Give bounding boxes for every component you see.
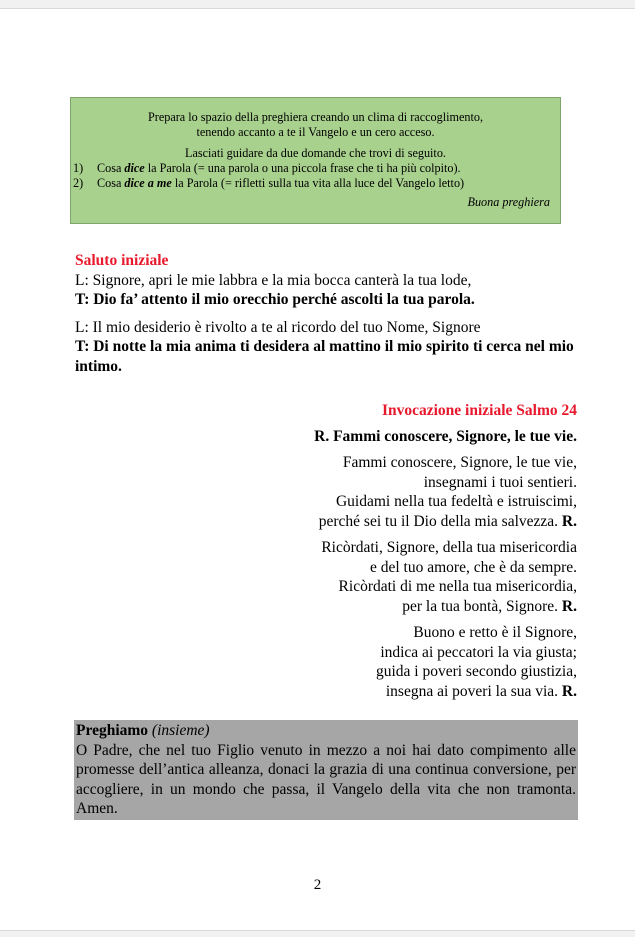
prayer-subtitle: (insieme) (151, 722, 210, 739)
question-text: la Parola (= rifletti sulla tua vita alla luce del Vangelo letto) (171, 176, 465, 190)
section-heading: Saluto iniziale (75, 252, 169, 269)
intro-line: Lasciati guidare da due domande che trovi di seguito. (185, 146, 446, 160)
psalm-verse: Buono e retto è il Signore, (413, 624, 577, 641)
page-number: 2 (313, 877, 322, 893)
saluto-section (75, 251, 578, 376)
intro-box (70, 97, 561, 224)
intro-question-list (71, 161, 560, 191)
intro-question-item (73, 161, 560, 176)
prayer-text: O Padre, che nel tuo Figlio venuto in mezzo a noi hai dato compimento alle promesse dell’antica alleanza, donaci la grazia di una continua conversione, per accogliere, in un mondo che passa, il Vangelo della vita che non tramonta. Amen. (76, 741, 576, 817)
question-text: la Parola (= una parola o una piccola frase che ti ha più colpito). (144, 161, 461, 175)
psalm-verse: Ricòrdati, Signore, della tua misericordia (321, 539, 577, 556)
page-bottom-edge (0, 930, 635, 937)
all-response: T: Di notte la mia anima ti desidera al mattino il mio spirito ti cerca nel mio intimo. (75, 338, 574, 375)
psalm-stanza (240, 453, 577, 531)
list-number: 1) (73, 161, 84, 175)
psalm-stanza (240, 623, 577, 701)
list-number: 2) (73, 176, 84, 190)
psalm-stanza (240, 538, 577, 616)
page-top-edge (0, 0, 635, 9)
intro-closing: Buona preghiera (467, 195, 550, 209)
question-emphasis: dice a me (124, 176, 172, 190)
response-mark: R. (561, 512, 577, 530)
psalm-verse: Fammi conoscere, Signore, le tue vie, (342, 454, 577, 471)
psalm-verse: perché sei tu il Dio della mia salvezza. R. (318, 512, 577, 530)
intro-line: tenendo accanto a te il Vangelo e un cero acceso. (196, 125, 435, 139)
question-emphasis: dice (124, 161, 145, 175)
leader-line: L: Il mio desiderio è rivolto a te al ricordo del tuo Nome, Signore (75, 318, 481, 336)
salmo-section (240, 401, 577, 701)
psalm-verse: Ricòrdati di me nella tua misericordia, (338, 578, 577, 595)
prayer-box (74, 720, 578, 820)
psalm-verse: Guidami nella tua fedeltà e istruiscimi, (335, 493, 577, 510)
intro-question-item (73, 176, 560, 191)
intro-line: Prepara lo spazio della preghiera creando un clima di raccoglimento, (147, 110, 483, 124)
response-mark: R. (561, 597, 577, 615)
psalm-verse: insegnami i tuoi sentieri. (423, 473, 577, 491)
psalm-refrain: R. Fammi conoscere, Signore, le tue vie. (314, 427, 577, 445)
question-text: Cosa (97, 161, 125, 175)
leader-line: L: Signore, apri le mie labbra e la mia bocca canterà la tua lode, (75, 271, 472, 289)
prayer-title: Preghiamo (insieme) (76, 722, 210, 739)
question-text: Cosa (97, 176, 125, 190)
response-mark: R. (561, 682, 577, 700)
psalm-verse: indica ai peccatori la via giusta; (380, 643, 577, 661)
psalm-verse: insegna ai poveri la sua via. R. (385, 682, 577, 700)
section-heading: Invocazione iniziale Salmo 24 (381, 402, 577, 419)
psalm-verse: e del tuo amore, che è da sempre. (369, 558, 577, 576)
psalm-verse: guida i poveri secondo giustizia, (375, 663, 577, 680)
psalm-verse: per la tua bontà, Signore. R. (402, 597, 577, 615)
all-response: T: Dio fa’ attento il mio orecchio perché ascolti la tua parola. (75, 291, 475, 308)
